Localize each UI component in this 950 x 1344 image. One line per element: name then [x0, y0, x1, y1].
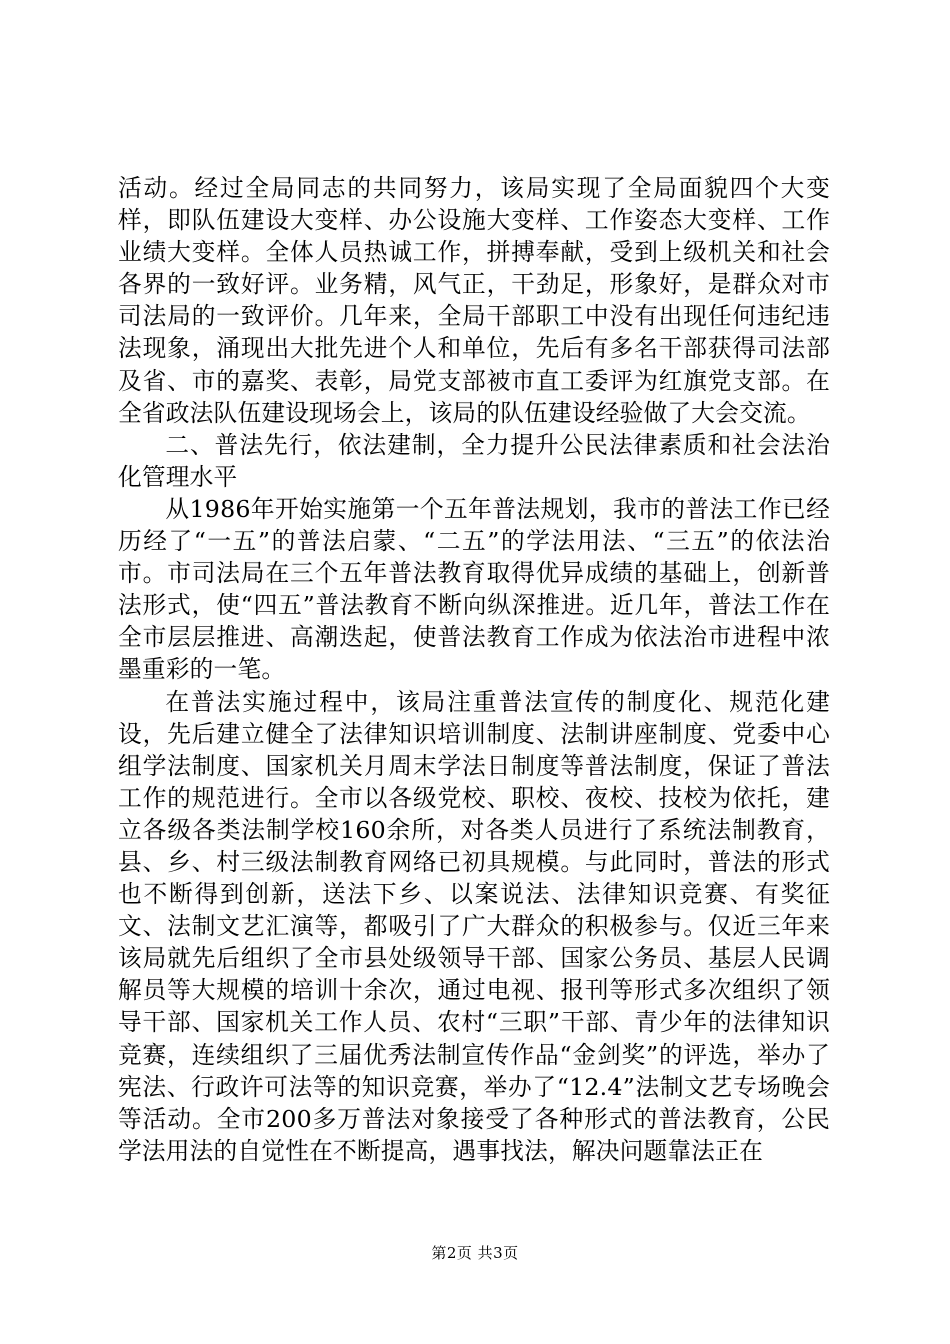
document-body: [118, 172, 830, 1167]
paragraph-implementation: 在普法实施过程中，该局注重普法宣传的制度化、规范化建设，先后建立健全了法律知识培训制度、法制讲座制度、党委中心组学法制度、国家机关月周末学法日制度等普法制度，保证了普法工作的规范进行。全市以各级党校、职校、夜校、技校为依托，建立各级各类法制学校160余所，对各类人员进行了系统法制教育，县、乡、村三级法制教育网络已初具规模。与此同时，普法的形式也不断得到创新，送法下乡、以案说法、法律知识竞赛、有奖征文、法制文艺汇演等，都吸引了广大群众的积极参与。仅近三年来该局就先后组织了全市县处级领导干部、国家公务员、基层人民调解员等大规模的培训十余次，通过电视、报刊等形式多次组织了领导干部、国家机关工作人员、农村“三职”干部、青少年的法律知识竞赛，连续组织了三届优秀法制宣传作品“金剑奖”的评选，举办了宪法、行政许可法等的知识竞赛，举办了“12.4”法制文艺专场晚会等活动。全市200多万普法对象接受了各种形式的普法教育，公民学法用法的自觉性在不断提高，遇事找法，解决问题靠法正在: [118, 687, 830, 1165]
paragraph-five-year-plans: 从1986年开始实施第一个五年普法规划，我市的普法工作已经历经了“一五”的普法启蒙、“二五”的学法用法、“三五”的依法治市。市司法局在三个五年普法教育取得优异成绩的基础上，创新普法形式，使“四五”普法教育不断向纵深推进。近几年，普法工作在全市层层推进、高潮迭起，使普法教育工作成为依法治市进程中浓墨重彩的一笔。: [118, 494, 830, 684]
paragraph-team-building: 活动。经过全局同志的共同努力，该局实现了全局面貌四个大变样，即队伍建设大变样、办公设施大变样、工作姿态大变样、工作业绩大变样。全体人员热诚工作，拼搏奉献，受到上级机关和社会各界的一致好评。业务精，风气正，干劲足，形象好，是群众对市司法局的一致评价。几年来，全局干部职工中没有出现任何违纪违法现象，涌现出大批先进个人和单位，先后有多名干部获得司法部及省、市的嘉奖、表彰，局党支部被市直工委评为红旗党支部。在全省政法队伍建设现场会上，该局的队伍建设经验做了大会交流。: [118, 174, 830, 427]
page-number-footer: 第2页 共3页: [431, 1244, 519, 1262]
section-heading-legal-education: 二、普法先行，依法建制，全力提升公民法律素质和社会法治化管理水平: [118, 430, 830, 491]
